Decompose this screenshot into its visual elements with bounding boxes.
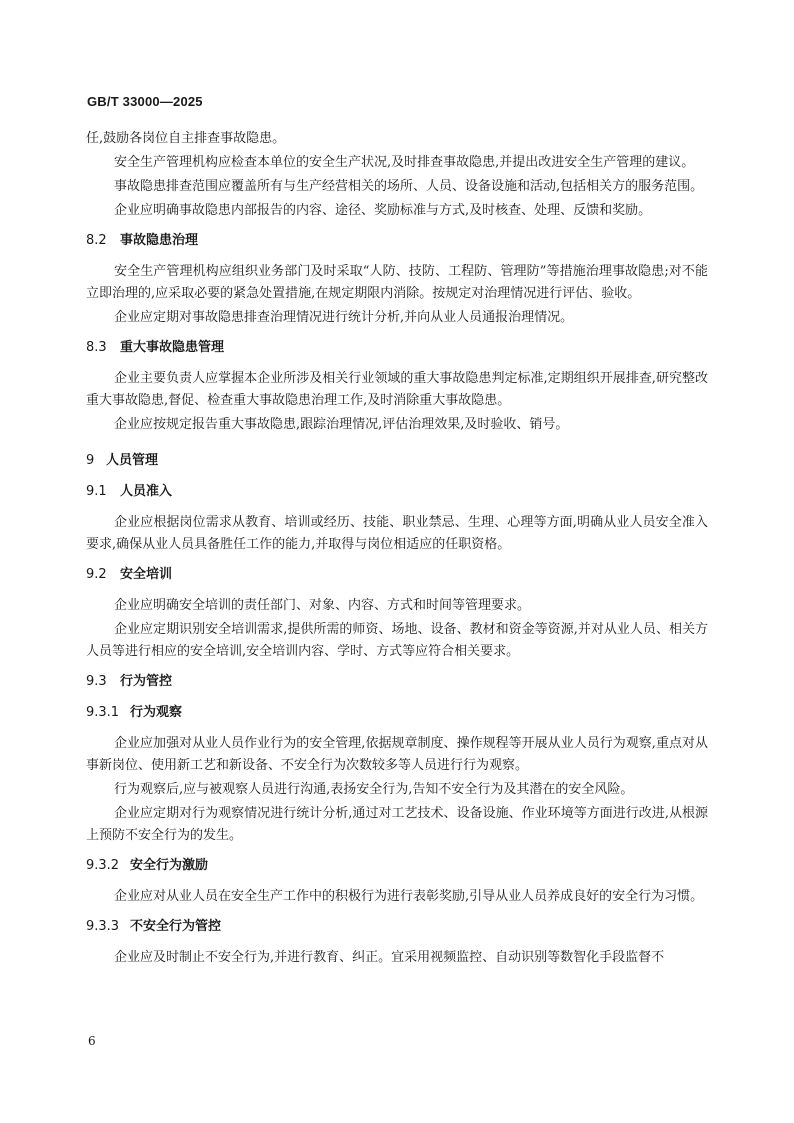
section-heading-9 bbox=[86, 450, 708, 472]
section-title: 不安全行为管控 bbox=[130, 919, 222, 934]
section-title: 事故隐患治理 bbox=[120, 233, 199, 248]
section-heading-9-3 bbox=[86, 671, 708, 693]
section-heading-9-3-1 bbox=[86, 702, 708, 724]
section-heading-9-1 bbox=[86, 481, 708, 503]
paragraph: 企业主要负责人应掌握本企业所涉及相关行业领域的重大事故隐患判定标准,定期组织开展排查,研究整改重大事故隐患,督促、检查重大事故隐患治理工作,及时消除重大事故隐患。 bbox=[86, 371, 708, 408]
section-number: 9.3.3 bbox=[86, 919, 120, 934]
section-title: 安全行为激励 bbox=[130, 858, 209, 873]
paragraph: 企业应定期识别安全培训需求,提供所需的师资、场地、设备、教材和资金等资源,并对从业人员、相关方人员等进行相应的安全培训,安全培训内容、学时、方式等应符合相关要求。 bbox=[86, 622, 708, 659]
section-number: 9.1 bbox=[86, 484, 107, 499]
paragraph: 企业应按规定报告重大事故隐患,跟踪治理情况,评估治理效果,及时验收、销号。 bbox=[114, 417, 569, 432]
section-title: 人员管理 bbox=[106, 453, 159, 468]
section-number: 9.3.2 bbox=[86, 858, 120, 873]
paragraph: 事故隐患排查范围应覆盖所有与生产经营相关的场所、人员、设备设施和活动,包括相关方的服务范围。 bbox=[114, 179, 704, 194]
section-number: 8.3 bbox=[86, 340, 107, 355]
paragraph: 安全生产管理机构应组织业务部门及时采取“人防、技防、工程防、管理防”等措施治理事故隐患;对不能立即治理的,应采取必要的紧急处置措施,在规定期限内消除。按规定对治理情况进行评估、验收。 bbox=[86, 264, 708, 301]
section-heading-9-3-2 bbox=[86, 855, 708, 877]
section-number: 8.2 bbox=[86, 233, 107, 248]
paragraph: 企业应对从业人员在安全生产工作中的积极行为进行表彰奖励,引导从业人员养成良好的安全行为习惯。 bbox=[114, 889, 704, 904]
paragraph: 企业应明确事故隐患内部报告的内容、途径、奖励标准与方式,及时核查、处理、反馈和奖励。 bbox=[114, 203, 652, 218]
section-number: 9.3 bbox=[86, 674, 107, 689]
standard-id-header: GB/T 33000—2025 bbox=[87, 94, 203, 109]
section-title: 安全培训 bbox=[120, 567, 173, 582]
paragraph: 企业应明确安全培训的责任部门、对象、内容、方式和时间等管理要求。 bbox=[114, 598, 531, 613]
section-heading-9-2 bbox=[86, 564, 708, 586]
page-number: 6 bbox=[88, 1034, 96, 1048]
document-body bbox=[86, 128, 708, 971]
paragraph: 企业应定期对行为观察情况进行统计分析,通过对工艺技术、设备设施、作业环境等方面进行改进,从根源上预防不安全行为的发生。 bbox=[86, 806, 708, 843]
section-number: 9.3.1 bbox=[86, 705, 120, 720]
section-title: 行为观察 bbox=[130, 705, 183, 720]
paragraph: 企业应定期对事故隐患排查治理情况进行统计分析,并向从业人员通报治理情况。 bbox=[114, 310, 574, 325]
paragraph: 行为观察后,应与被观察人员进行沟通,表扬安全行为,告知不安全行为及其潜在的安全风险。 bbox=[114, 782, 634, 797]
paragraph: 任,鼓励各岗位自主排查事故隐患。 bbox=[86, 131, 286, 146]
section-number: 9 bbox=[86, 453, 95, 468]
paragraph: 企业应及时制止不安全行为,并进行教育、纠正。宜采用视频监控、自动识别等数智化手段监督不 bbox=[114, 950, 665, 965]
paragraph: 安全生产管理机构应检查本单位的安全生产状况,及时排查事故隐患,并提出改进安全生产管理的建议。 bbox=[114, 155, 695, 170]
paragraph: 企业应加强对从业人员作业行为的安全管理,依据规章制度、操作规程等开展从业人员行为观察,重点对从事新岗位、使用新工艺和新设备、不安全行为次数较多等人员进行行为观察。 bbox=[86, 736, 708, 773]
section-heading-9-3-3 bbox=[86, 916, 708, 938]
section-heading-8-2 bbox=[86, 230, 708, 252]
section-heading-8-3 bbox=[86, 337, 708, 359]
paragraph: 企业应根据岗位需求从教育、培训或经历、技能、职业禁忌、生理、心理等方面,明确从业人员安全准入要求,确保从业人员具备胜任工作的能力,并取得与岗位相适应的任职资格。 bbox=[86, 515, 708, 552]
section-number: 9.2 bbox=[86, 567, 107, 582]
section-title: 人员准入 bbox=[120, 484, 173, 499]
section-title: 行为管控 bbox=[120, 674, 173, 689]
section-title: 重大事故隐患管理 bbox=[120, 340, 225, 355]
